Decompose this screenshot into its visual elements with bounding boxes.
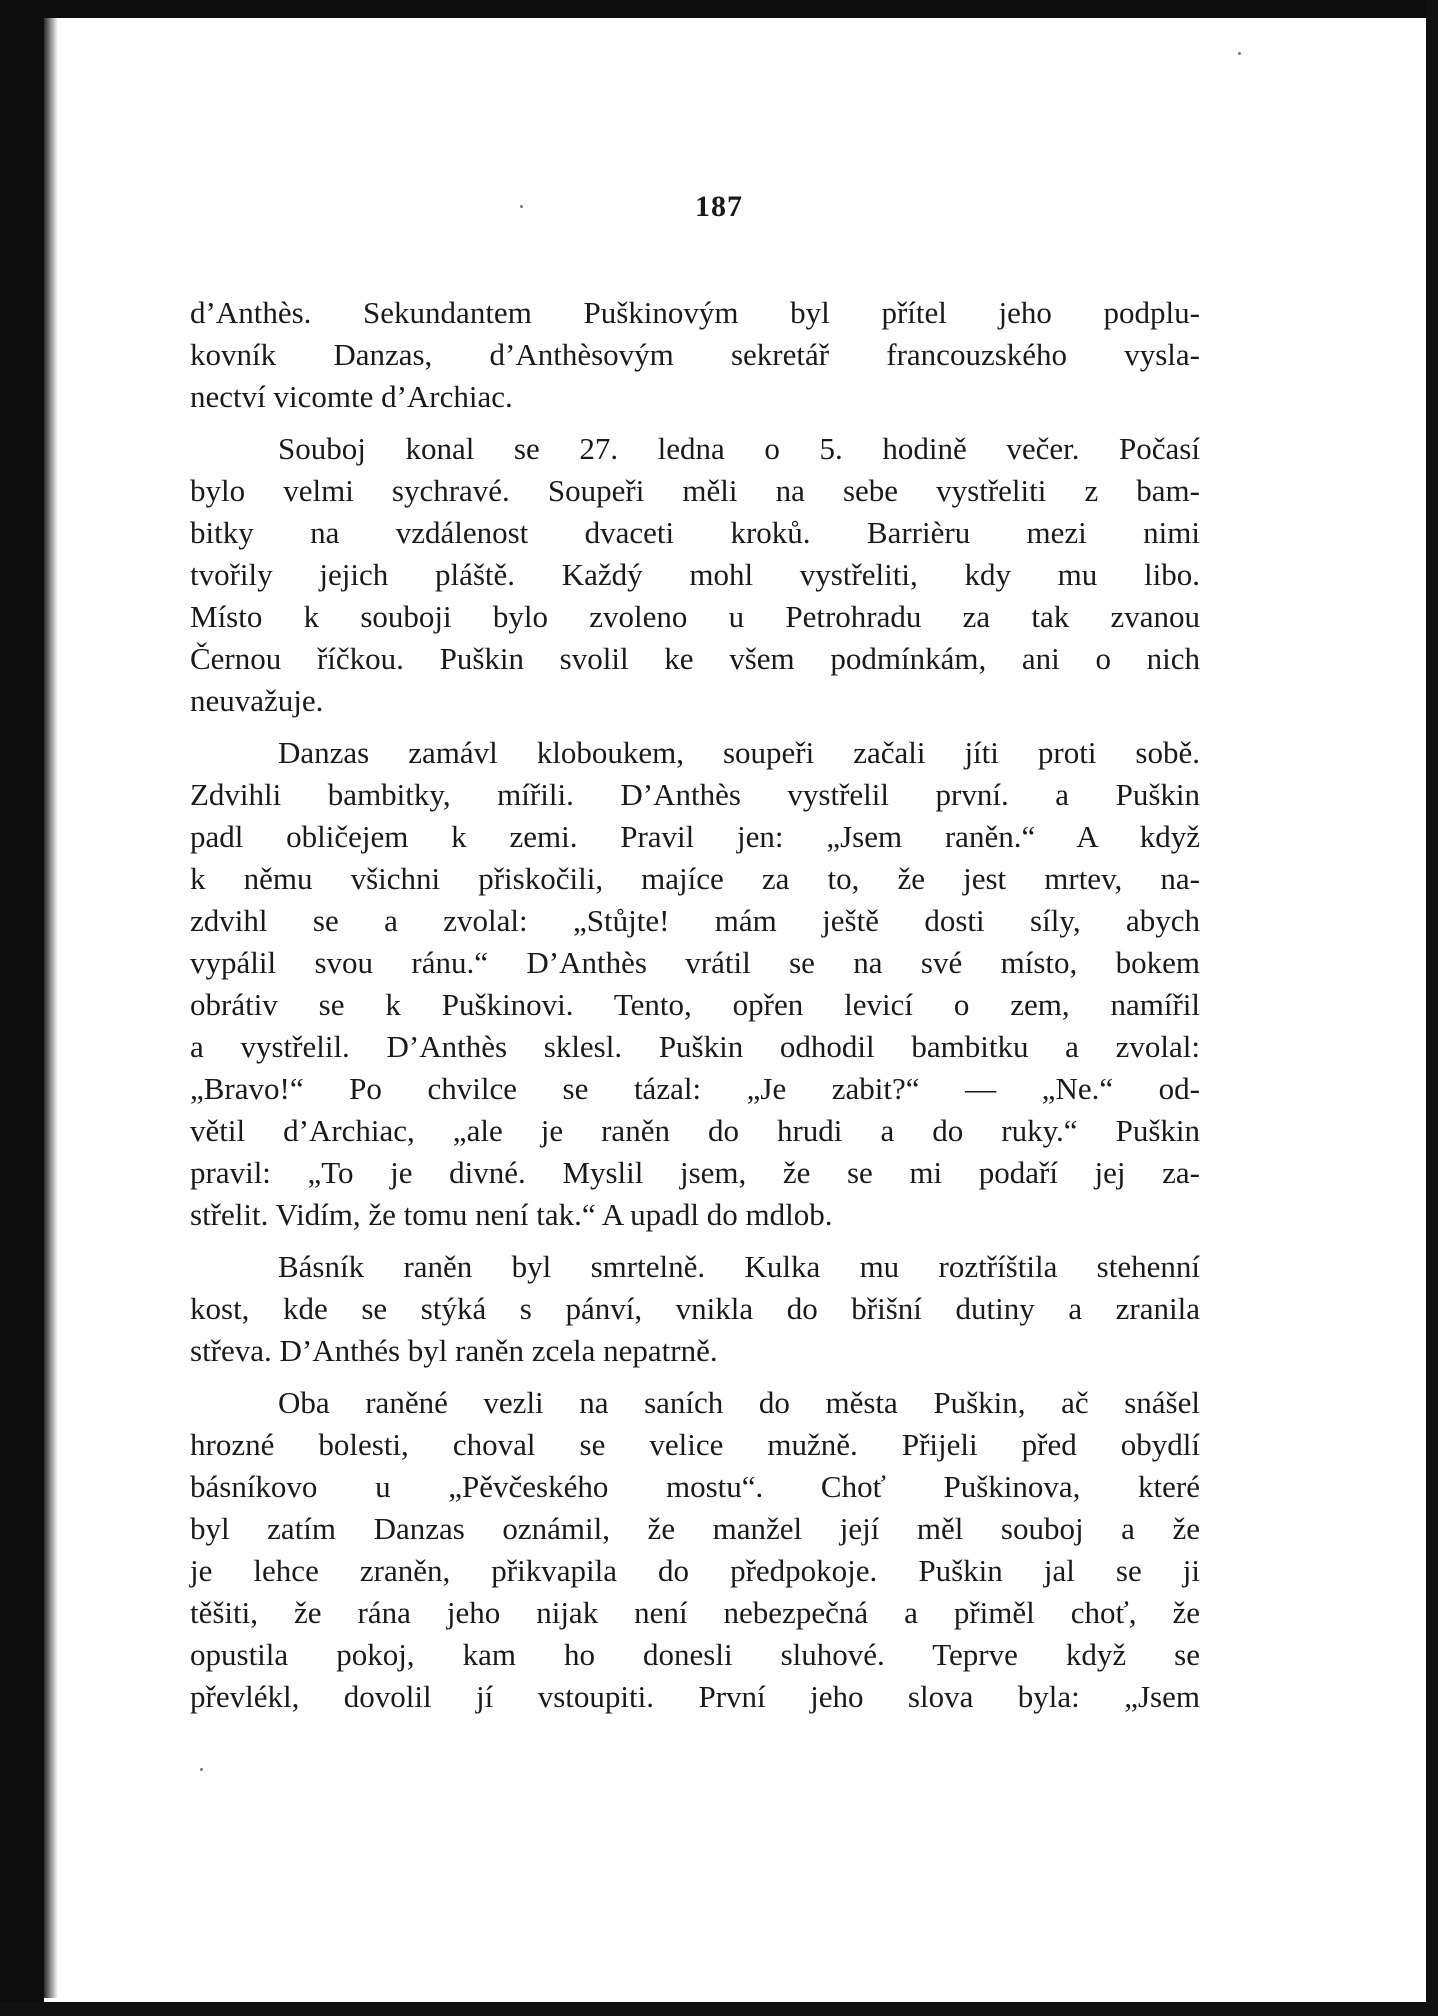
- text-line: byl zatím Danzas oznámil, že manžel její měl souboj a že: [190, 1511, 1200, 1546]
- scan-shadow-left: [44, 18, 58, 1998]
- paragraph-5: [190, 1382, 1200, 1718]
- scan-border-right: [1426, 0, 1438, 2016]
- text-line: Černou říčkou. Puškin svolil ke všem podmínkám, ani o nich: [190, 641, 1200, 676]
- text-line: kovník Danzas, d’Anthèsovým sekretář francouzského vysla-: [190, 337, 1200, 372]
- text-line: vypálil svou ránu.“ D’Anthès vrátil se na své místo, bokem: [190, 945, 1200, 980]
- text-line: kost, kde se stýká s pánví, vnikla do břišní dutiny a zranila: [190, 1291, 1200, 1326]
- text-line: k němu všichni přiskočili, majíce za to, že jest mrtev, na-: [190, 861, 1200, 896]
- text-line: „Bravo!“ Po chvilce se tázal: „Je zabit?“ — „Ne.“ od-: [190, 1071, 1200, 1106]
- text-line: d’Anthès. Sekundantem Puškinovým byl přítel jeho podplu-: [190, 295, 1200, 330]
- page-number: 187: [695, 190, 743, 223]
- text-line: Básník raněn byl smrtelně. Kulka mu roztříštila stehenní: [278, 1249, 1200, 1284]
- text-line: bitky na vzdálenost dvaceti kroků. Barrièru mezi nimi: [190, 515, 1200, 550]
- text-line: básníkovo u „Pěvčeského mostu“. Choť Puškinova, které: [190, 1469, 1200, 1504]
- text-line: převlékl, dovolil jí vstoupiti. První jeho slova byla: „Jsem: [190, 1679, 1200, 1714]
- text-line: neuvažuje.: [190, 683, 324, 718]
- text-line: Místo k souboji bylo zvoleno u Petrohradu za tak zvanou: [190, 599, 1200, 634]
- scan-speck: [1238, 52, 1241, 55]
- paragraph-4: [190, 1246, 1200, 1372]
- text-line: tvořily jejich pláště. Každý mohl vystřeliti, kdy mu libo.: [190, 557, 1200, 592]
- text-line: Souboj konal se 27. ledna o 5. hodině večer. Počasí: [278, 431, 1200, 466]
- paragraph-1: [190, 292, 1200, 418]
- text-line: pravil: „To je divné. Myslil jsem, že se mi podaří jej za-: [190, 1155, 1200, 1190]
- text-line: obrátiv se k Puškinovi. Tento, opřen levicí o zem, namířil: [190, 987, 1200, 1022]
- body-text: [190, 292, 1200, 1728]
- scan-border-left: [0, 0, 44, 2016]
- scan-border-top: [0, 0, 1438, 18]
- paragraph-2: [190, 428, 1200, 722]
- text-line: bylo velmi sychravé. Soupeři měli na sebe vystřeliti z bam-: [190, 473, 1200, 508]
- text-line: padl obličejem k zemi. Pravil jen: „Jsem raněn.“ A když: [190, 819, 1200, 854]
- scan-speck: [200, 1768, 203, 1771]
- scan-border-bottom: [0, 2002, 1438, 2016]
- text-line: Danzas zamávl kloboukem, soupeři začali jíti proti sobě.: [278, 735, 1200, 770]
- text-line: nectví vicomte d’Archiac.: [190, 379, 513, 414]
- text-line: zdvihl se a zvolal: „Stůjte! mám ještě dosti síly, abych: [190, 903, 1200, 938]
- text-line: střelit. Vidím, že tomu není tak.“ A upadl do mdlob.: [190, 1197, 833, 1232]
- text-line: střeva. D’Anthés byl raněn zcela nepatrně.: [190, 1333, 718, 1368]
- text-line: těšiti, že rána jeho nijak není nebezpečná a přiměl choť, že: [190, 1595, 1200, 1630]
- text-line: Oba raněné vezli na saních do města Puškin, ač snášel: [278, 1385, 1200, 1420]
- paragraph-3: [190, 732, 1200, 1236]
- text-line: hrozné bolesti, choval se velice mužně. Přijeli před obydlí: [190, 1427, 1200, 1462]
- text-line: opustila pokoj, kam ho donesli sluhové. Teprve když se: [190, 1637, 1200, 1672]
- text-line: a vystřelil. D’Anthès sklesl. Puškin odhodil bambitku a zvolal:: [190, 1029, 1200, 1064]
- text-line: větil d’Archiac, „ale je raněn do hrudi a do ruky.“ Puškin: [190, 1113, 1200, 1148]
- text-line: Zdvihli bambitky, mířili. D’Anthès vystřelil první. a Puškin: [190, 777, 1200, 812]
- text-line: je lehce zraněn, přikvapila do předpokoje. Puškin jal se ji: [190, 1553, 1200, 1588]
